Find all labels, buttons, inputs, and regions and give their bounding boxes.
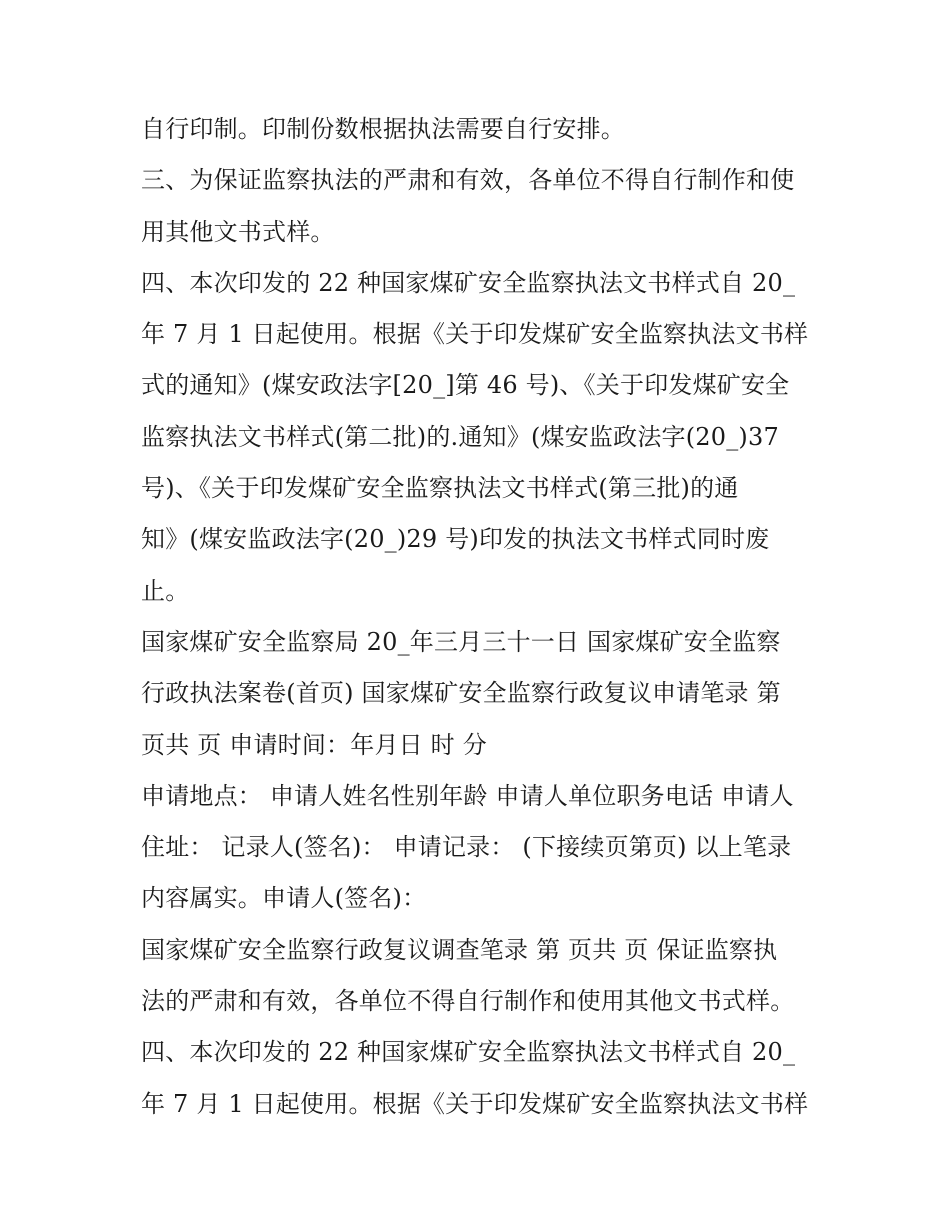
- text-line: 自行印制。印制份数根据执法需要自行安排。: [141, 115, 625, 143]
- text-line: 年 7 月 1 日起使用。根据《关于印发煤矿安全监察执法文书样: [141, 320, 809, 349]
- text-line: 内容属实。申请人(签名)：: [141, 884, 427, 913]
- text-line: 三、为保证监察执法的严肃和有效，各单位不得自行制作和使: [141, 166, 795, 195]
- text-line: 止。: [141, 576, 190, 605]
- text-line: 页共 页 申请时间：年月日 时 分: [141, 730, 487, 759]
- text-line: 国家煤矿安全监察局 20_年三月三十一日 国家煤矿安全监察: [141, 627, 781, 656]
- document-body: [141, 104, 821, 1130]
- text-line: 用其他文书式样。: [141, 217, 335, 246]
- text-line: 年 7 月 1 日起使用。根据《关于印发煤矿安全监察执法文书样: [141, 1089, 809, 1118]
- text-line: 监察执法文书样式(第二批)的.通知》(煤安监政法字(20_)37: [141, 422, 779, 451]
- text-line: 式的通知》(煤安政法字[20_]第 46 号)、《关于印发煤矿安全: [141, 371, 790, 400]
- text-line: 法的严肃和有效，各单位不得自行制作和使用其他文书式样。: [141, 987, 795, 1016]
- text-line: 四、本次印发的 22 种国家煤矿安全监察执法文书样式自 20_: [141, 268, 796, 297]
- text-line: 知》(煤安监政法字(20_)29 号)印发的执法文书样式同时废: [141, 525, 770, 554]
- text-line: 申请地点： 申请人姓名性别年龄 申请人单位职务电话 申请人: [141, 781, 794, 810]
- text-line: 国家煤矿安全监察行政复议调查笔录 第 页共 页 保证监察执: [141, 935, 778, 964]
- text-line: 行政执法案卷(首页) 国家煤矿安全监察行政复议申请笔录 第: [141, 679, 781, 708]
- text-line: 住址： 记录人(签名)： 申请记录： (下接续页第页) 以上笔录: [141, 833, 792, 862]
- text-line: 四、本次印发的 22 种国家煤矿安全监察执法文书样式自 20_: [141, 1038, 796, 1067]
- text-line: 号)、《关于印发煤矿安全监察执法文书样式(第三批)的通: [141, 474, 739, 503]
